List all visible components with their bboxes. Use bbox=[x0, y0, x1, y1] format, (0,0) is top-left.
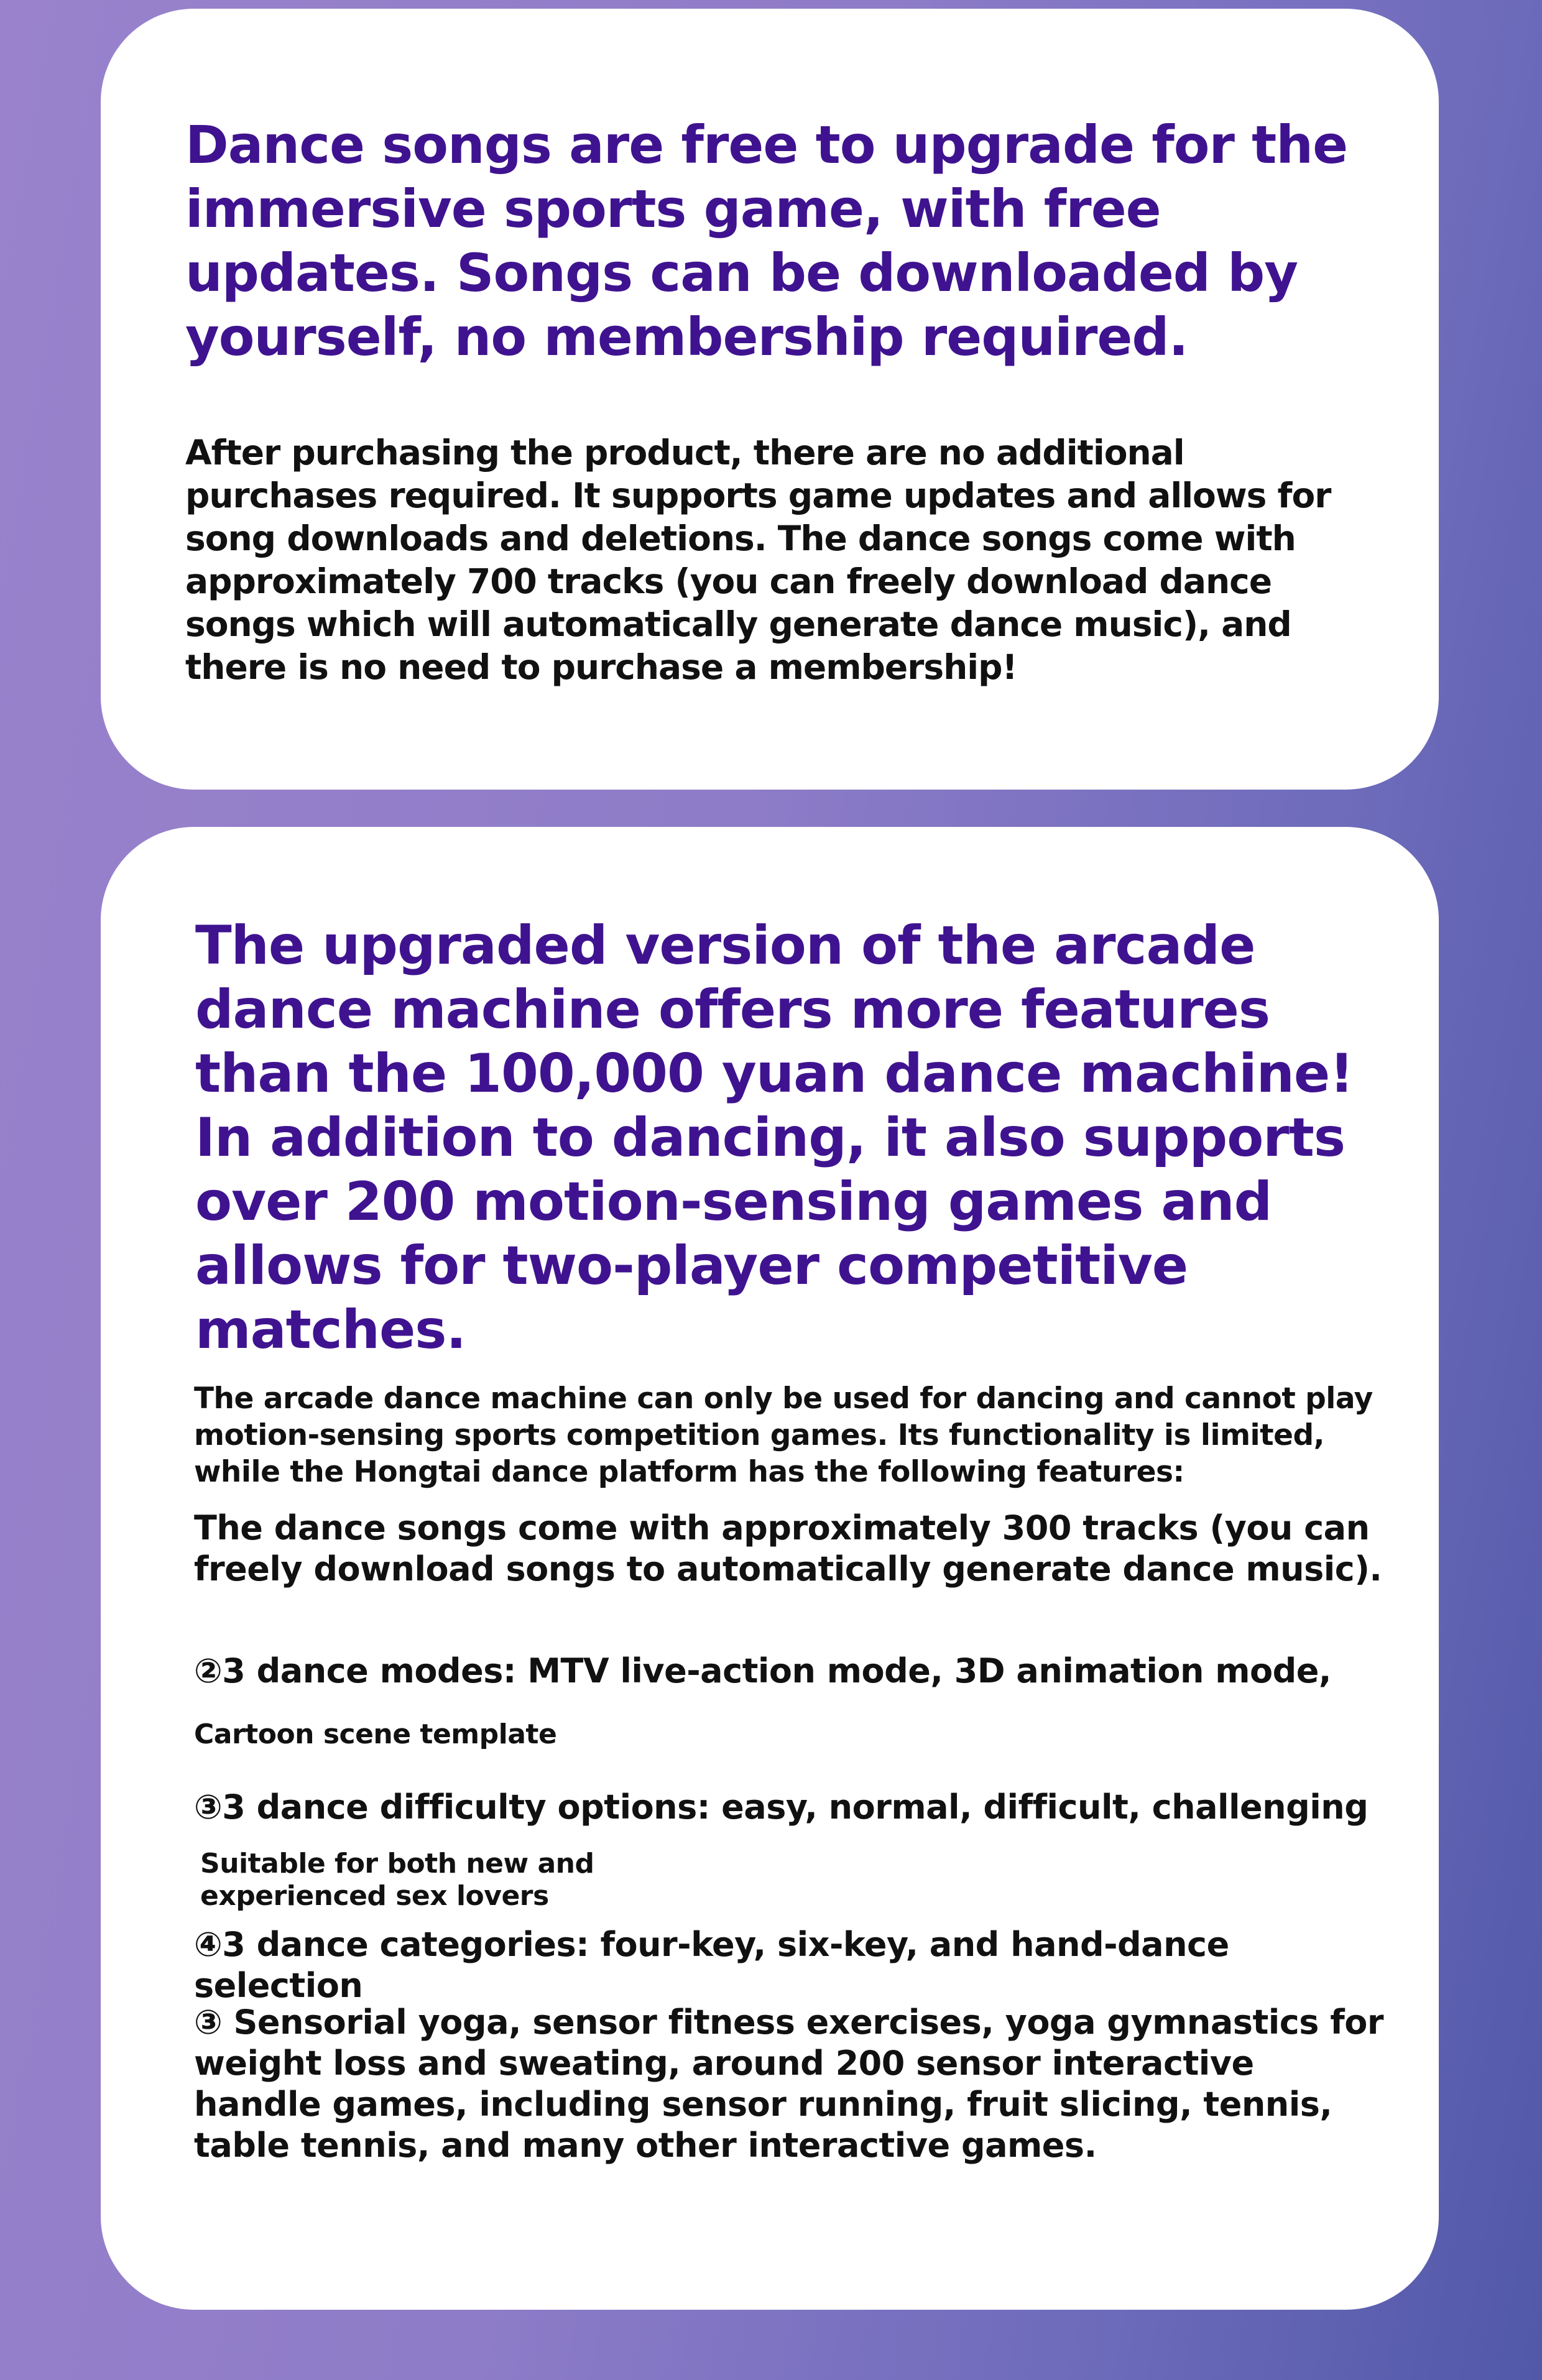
upgrade-headline: Dance songs are free to upgrade for the immersive sports game, with free updates. Songs can be downloaded by yourself, no membership required. bbox=[185, 114, 1348, 367]
feature-dance-modes: ②3 dance modes: MTV live-action mode, 3D animation mode, bbox=[194, 1651, 1331, 1690]
feature-difficulty-options: ③3 dance difficulty options: easy, normal, difficult, challenging bbox=[194, 1787, 1369, 1827]
features-intro: The arcade dance machine can only be used for dancing and cannot play motion-sensing sports competition games. Its functionality is limited, while the Hongtai dance platform has the following features: bbox=[194, 1381, 1373, 1489]
feature-dance-categories: ④3 dance categories: four-key, six-key, and hand-dance selection bbox=[194, 1925, 1229, 2005]
features-headline: The upgraded version of the arcade dance machine offers more features than the 100,000 yuan dance machine! In addition to dancing, it also supports over 200 motion-sensing games and allows for two-player competitive matches. bbox=[195, 915, 1354, 1361]
upgrade-info-card bbox=[101, 9, 1439, 790]
features-card bbox=[101, 827, 1439, 2310]
feature-dance-modes-note: Cartoon scene template bbox=[194, 1718, 557, 1750]
feature-song-tracks: The dance songs come with approximately 300 tracks (you can freely download songs to automatically generate dance music). bbox=[194, 1508, 1382, 1589]
upgrade-description: After purchasing the product, there are no additional purchases required. It supports game updates and allows for song downloads and deletions. The dance songs come with approximately 700 tracks (you can freely download dance songs which will automatically generate dance music), and there is no need to purchase a membership! bbox=[185, 433, 1331, 687]
feature-difficulty-note: Suitable for both new and experienced sex lovers bbox=[200, 1848, 594, 1912]
feature-motion-games: ③ Sensorial yoga, sensor fitness exercises, yoga gymnastics for weight loss and sweating, around 200 sensor interactive handle games, including sensor running, fruit slicing, tennis, table tennis, and many other interactive games. bbox=[194, 2003, 1383, 2165]
